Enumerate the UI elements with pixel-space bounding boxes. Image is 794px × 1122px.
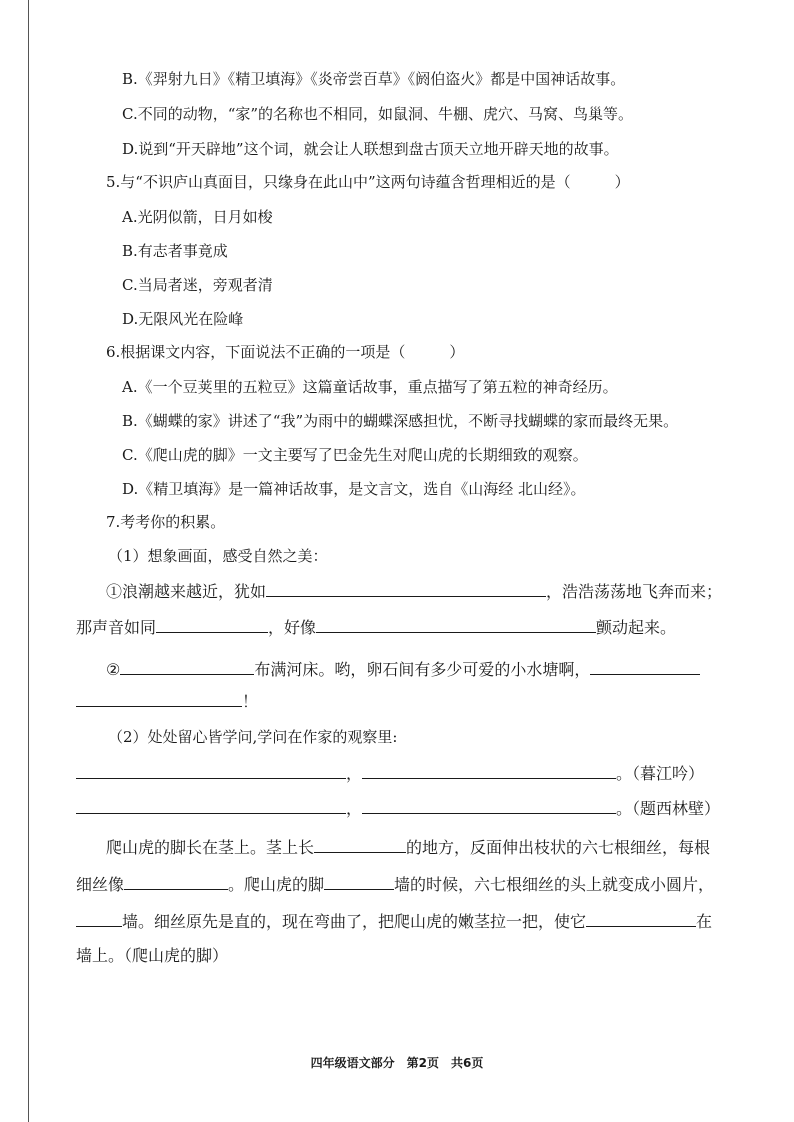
fill-blank[interactable]: [76, 764, 346, 779]
q6-option-d: D.《精卫填海》是一篇神话故事，是文言文，选自《山海经 北山经》。: [122, 480, 586, 498]
q5-stem-close: ）: [614, 173, 630, 191]
paragraph-line2-text-b: 。爬山虎的脚: [228, 875, 325, 894]
q4-option-b: B.《羿射九日》《精卫填海》《炎帝尝百草》《阏伯盗火》都是中国神话故事。: [122, 70, 626, 88]
footer-page-number: 第2页: [406, 1056, 439, 1070]
q6-stem-close: ）: [449, 343, 465, 361]
fill-blank[interactable]: [156, 618, 268, 633]
q7-part1-line4: [76, 692, 258, 712]
q7-part1-line3-text-a: ②: [106, 660, 121, 679]
q7-part2-source-2: 。（题西林壁）: [616, 799, 721, 818]
paragraph-line3: [76, 912, 712, 932]
q6-option-b: B.《蝴蝶的家》讲述了“我”为雨中的蝴蝶深感担忧，不断寻找蝴蝶的家而最终无果。: [122, 412, 679, 430]
q7-part2-title: （2）处处留心皆学问,学问在作家的观察里:: [108, 728, 398, 746]
q6-stem: [106, 342, 464, 362]
q7-part1-line1-text-a: ①浪潮越来越近，犹如: [106, 582, 267, 601]
q7-part1-line1: [106, 582, 722, 602]
paragraph-line2-text-a: 细丝像: [76, 875, 125, 894]
q7-part2-line1: [76, 764, 704, 784]
fill-blank[interactable]: [362, 799, 616, 814]
q7-part1-line4-text-a: ！: [242, 692, 259, 711]
paragraph-line4: 墙上。（爬山虎的脚）: [76, 946, 229, 965]
fill-blank[interactable]: [120, 660, 254, 675]
fill-blank[interactable]: [266, 582, 546, 597]
q5-option-b: B.有志者事竟成: [122, 242, 228, 260]
fill-blank[interactable]: [76, 912, 122, 927]
q5-option-c: C.当局者迷，旁观者清: [122, 276, 273, 294]
footer-subject: 四年级语文部分: [310, 1056, 395, 1070]
fill-blank[interactable]: [324, 875, 394, 890]
q7-part1-line2-text-c: 颤动起来。: [596, 618, 677, 637]
footer-total-pages: 共6页: [451, 1056, 484, 1070]
q7-part1-line1-text-b: ，浩浩荡荡地飞奔而来；: [546, 582, 723, 601]
q5-stem-text: 5.与“不识庐山真面目，只缘身在此山中”这两句诗蕴含哲理相近的是（: [106, 173, 571, 191]
page-left-edge: [28, 0, 29, 1122]
q4-option-d: D.说到“开天辟地”这个词，就会让人联想到盘古顶天立地开辟天地的故事。: [122, 140, 619, 158]
q7-stem: 7.考考你的积累。: [106, 513, 226, 531]
q6-option-a: A.《一个豆荚里的五粒豆》这篇童话故事，重点描写了第五粒的神奇经历。: [122, 378, 618, 396]
fill-blank[interactable]: [316, 618, 596, 633]
q7-part2-line2: [76, 799, 720, 819]
q7-part1-line2-text-a: 那声音如同: [76, 618, 157, 637]
q6-stem-text: 6.根据课文内容，下面说法不正确的一项是（: [106, 343, 406, 361]
fill-blank[interactable]: [314, 838, 406, 853]
paragraph-line2: [76, 875, 714, 895]
q5-stem: [106, 172, 630, 192]
fill-blank[interactable]: [586, 912, 696, 927]
paragraph-line1-text-a: 爬山虎的脚长在茎上。茎上长: [106, 838, 315, 857]
fill-blank[interactable]: [76, 799, 346, 814]
paragraph-line3-text-a: 墙。细丝原先是直的，现在弯曲了，把爬山虎的嫩茎拉一把，使它: [122, 912, 587, 931]
fill-blank[interactable]: [590, 660, 700, 675]
paragraph-line3-text-b: 在: [696, 912, 713, 931]
q5-option-d: D.无限风光在险峰: [122, 310, 244, 328]
q6-option-c: C.《爬山虎的脚》一文主要写了巴金先生对爬山虎的长期细致的观察。: [122, 446, 588, 464]
q7-part2-comma: ，: [346, 764, 363, 783]
q7-part1-line2-text-b: ，好像: [268, 618, 317, 637]
paragraph-line1: [106, 838, 710, 858]
page-footer: [0, 1054, 794, 1071]
q7-part2-comma: ，: [346, 799, 363, 818]
q7-part1-title: （1）想象画面，感受自然之美：: [108, 547, 328, 565]
q5-option-a: A.光阴似箭，日月如梭: [122, 208, 273, 226]
paragraph-line1-text-b: 的地方，反面伸出枝状的六七根细丝，每根: [406, 838, 711, 857]
q7-part1-line3: [106, 660, 700, 680]
fill-blank[interactable]: [124, 875, 228, 890]
paragraph-line2-text-c: 墙的时候，六七根细丝的头上就变成小圆片，: [394, 875, 715, 894]
fill-blank[interactable]: [76, 692, 242, 707]
q7-part2-source-1: 。（暮江吟）: [616, 764, 705, 783]
q4-option-c: C.不同的动物，“家”的名称也不相同，如鼠洞、牛棚、虎穴、马窝、鸟巢等。: [122, 105, 634, 123]
q7-part1-line3-text-b: 布满河床。哟，卵石间有多少可爱的小水塘啊，: [254, 660, 591, 679]
fill-blank[interactable]: [362, 764, 616, 779]
q7-part1-line2: [76, 618, 676, 638]
